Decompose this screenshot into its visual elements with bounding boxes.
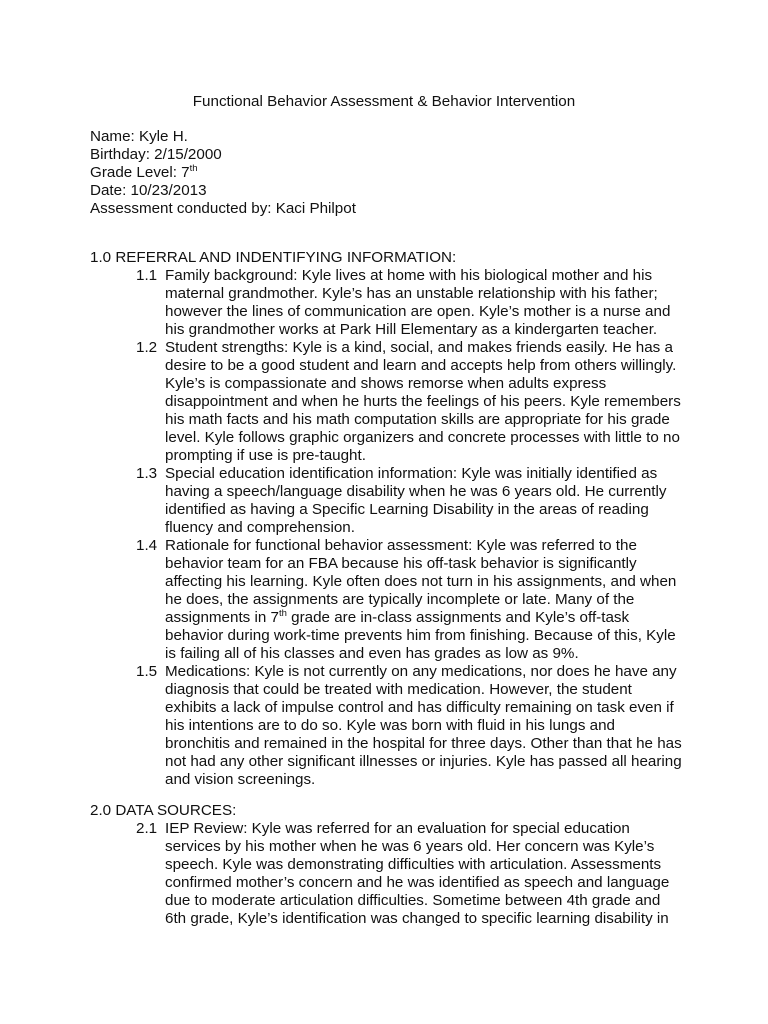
item-line: maternal grandmother. Kyle’s has an unstable relationship with his father; [165,285,658,302]
item-line: behavior team for an FBA because his off-task behavior is significantly [165,555,637,572]
item-line: his grandmother works at Park Hill Elementary as a kindergarten teacher. [165,321,658,338]
item-line: however the lines of communication are open. Kyle’s mother is a nurse and [165,303,671,320]
item-line: desire to be a good student and learn and accepts help from others willingly. [165,357,677,374]
item-medications [90,663,682,789]
item-line: Kyle’s is compassionate and shows remorse when adults express [165,375,607,392]
item-line: speech. Kyle was demonstrating difficulties with articulation. Assessments [165,856,662,873]
item-line: Family background: Kyle lives at home with his biological mother and his [165,267,653,284]
item-line: bronchitis and remained in the hospital for three days. Other than that he has [165,735,682,752]
item-fba-rationale [90,537,682,663]
item-line: prompting if use is pre-taught. [165,447,366,464]
item-line: fluency and comprehension. [165,519,355,536]
item-student-strengths [90,339,682,465]
line-text: assignments in 7 [165,609,279,626]
item-line: Student strengths: Kyle is a kind, social, and makes friends easily. He has a [165,339,673,356]
item-line: 6th grade, Kyle’s identification was changed to specific learning disability in [165,910,669,927]
item-special-education-identification [90,465,682,537]
section-referral-information [90,249,682,789]
item-number: 1.5 [136,663,158,680]
item-number: 1.4 [136,537,158,554]
item-line: identified as having a Specific Learning Disability in the areas of reading [165,501,649,518]
item-line: he does, the assignments are typically incomplete or late. Many of the [165,591,635,608]
assessment-date: Date: 10/23/2013 [90,182,207,199]
section-data-sources [90,802,669,928]
item-line: exhibits a lack of impulse control and has difficulty remaining on task even if [165,699,674,716]
section-heading: 1.0 REFERRAL AND INDENTIFYING INFORMATION: [90,249,457,266]
student-info-block [90,128,356,218]
item-line: IEP Review: Kyle was referred for an evaluation for special education [165,820,630,837]
item-iep-review [90,820,669,928]
item-line: disappointment and when he hurts the feelings of his peers. Kyle remembers [165,393,681,410]
section-heading: 2.0 DATA SOURCES: [90,802,237,819]
item-number: 1.2 [136,339,158,356]
item-line: Special education identification information: Kyle was initially identified as [165,465,658,482]
grade-level-superscript: th [189,163,198,174]
item-line: behavior during work-time prevents him from finishing. Because of this, Kyle [165,627,676,644]
item-line: Rationale for functional behavior assessment: Kyle was referred to the [165,537,637,554]
item-number: 1.1 [136,267,158,284]
line-text: grade are in-class assignments and Kyle’s off-task [286,609,630,626]
student-name: Name: Kyle H. [90,128,188,145]
item-number: 2.1 [136,820,158,837]
item-line: his intentions are to do so. Kyle was born with fluid in his lungs and [165,717,615,734]
item-line: and vision screenings. [165,771,316,788]
document-title: Functional Behavior Assessment & Behavior Intervention [192,93,576,110]
item-line: his math facts and his math computation skills are appropriate for his grade [165,411,670,428]
item-line: confirmed mother’s concern and he was identified as speech and language [165,874,670,891]
student-grade-level [90,164,356,182]
grade-level-text: Grade Level: 7 [90,164,190,181]
assessment-conductor: Assessment conducted by: Kaci Philpot [90,200,356,217]
item-line: level. Kyle follows graphic organizers and concrete processes with little to no [165,429,680,446]
item-line [90,609,682,627]
item-line: due to moderate articulation difficulties. Sometime between 4th grade and [165,892,661,909]
item-line: not had any other significant illnesses or injuries. Kyle has passed all hearing [165,753,682,770]
grade-superscript: th [278,608,287,619]
item-line: is failing all of his classes and even has grades as low as 9%. [165,645,579,662]
item-line: Medications: Kyle is not currently on any medications, nor does he have any [165,663,677,680]
item-family-background [90,267,682,339]
item-line: affecting his learning. Kyle often does not turn in his assignments, and when [165,573,677,590]
student-birthday: Birthday: 2/15/2000 [90,146,222,163]
item-line: having a speech/language disability when he was 6 years old. He currently [165,483,667,500]
item-line: diagnosis that could be treated with medication. However, the student [165,681,632,698]
item-line: services by his mother when he was 6 years old. Her concern was Kyle’s [165,838,655,855]
item-number: 1.3 [136,465,158,482]
